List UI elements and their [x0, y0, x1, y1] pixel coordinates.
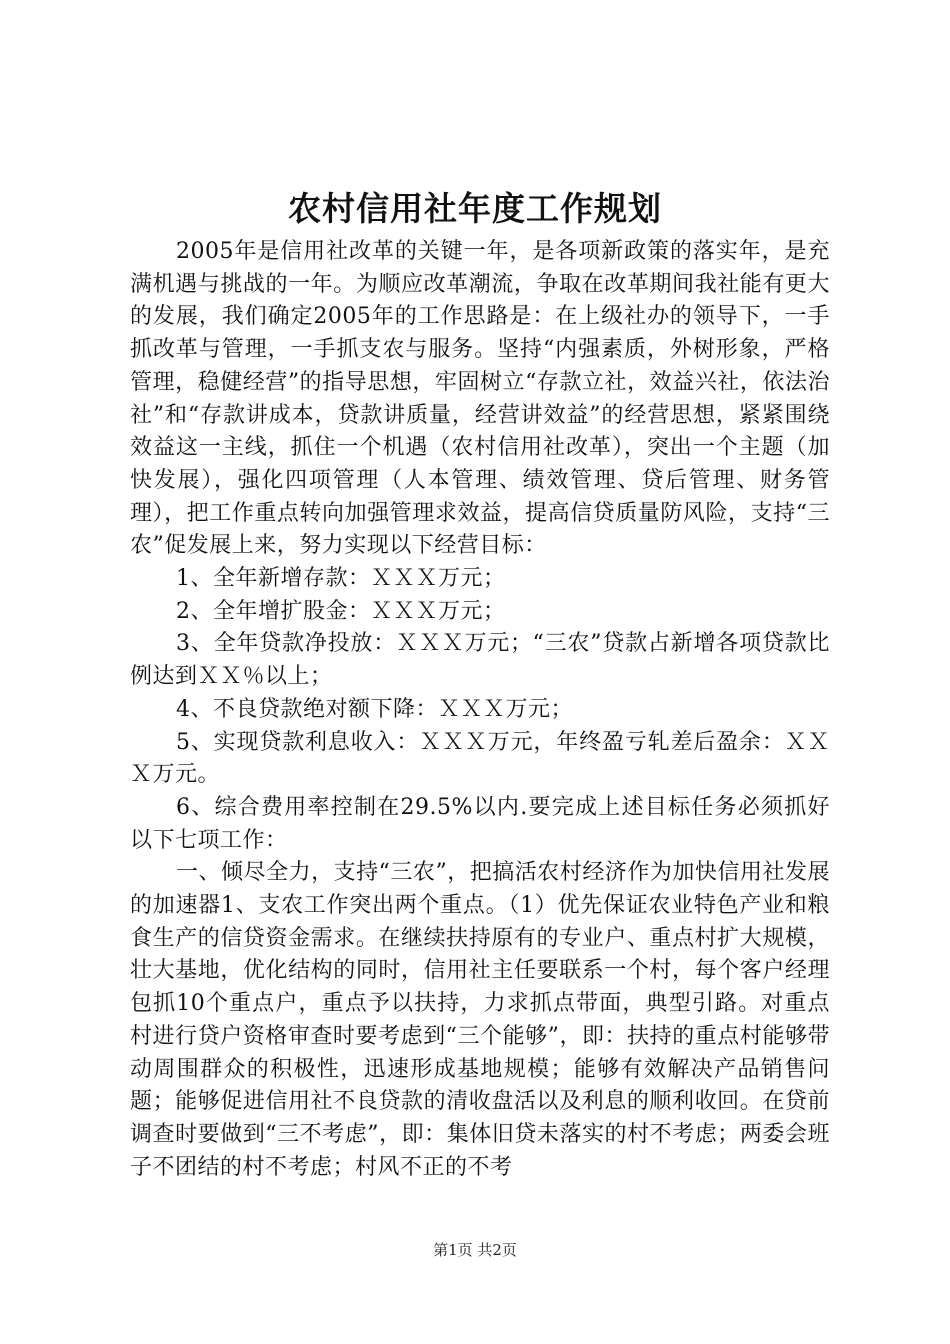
document-body	[130, 236, 830, 1184]
page-footer: 第1页 共2页	[433, 1241, 517, 1259]
goal-item-5: 5、实现贷款利息收入：ＸＸＸ万元，年终盈亏轧差后盈余：ＸＸＸ万元。	[130, 729, 830, 788]
goal-item-1: 1、全年新增存款：ＸＸＸ万元；	[176, 566, 506, 592]
document-title: 农村信用社年度工作规划	[288, 189, 662, 228]
goal-item-6: 6、综合费用率控制在29.5%以内.要完成上述目标任务必须抓好以下七项工作：	[130, 794, 830, 853]
section-one-paragraph: 一、倾尽全力，支持“三农”，把搞活农村经济作为加快信用社发展的加速器1、支农工作突出两个重点。（1）优先保证农业特色产业和粮食生产的信贷资金需求。在继续扶持原有的专业户、重点村扩大规模，壮大基地，优化结构的同时，信用社主任要联系一个村，每个客户经理包抓10个重点户，重点予以扶持，力求抓点带面，典型引路。对重点村进行贷户资格审查时要考虑到“三个能够”，即：扶持的重点村能够带动周围群众的积极性，迅速形成基地规模；能够有效解决产品销售问题；能够促进信用社不良贷款的清收盘活以及利息的顺利收回。在贷前调查时要做到“三不考虑”，即：集体旧贷未落实的村不考虑；两委会班子不团结的村不考虑；村风不正的不考	[130, 860, 830, 1180]
goal-item-2: 2、全年增扩股金：ＸＸＸ万元；	[176, 598, 506, 624]
paragraph-intro: 2005年是信用社改革的关键一年，是各项新政策的落实年，是充满机遇与挑战的一年。为顺应改革潮流，争取在改革期间我社能有更大的发展，我们确定2005年的工作思路是：在上级社办的领导下，一手抓改革与管理，一手抓支农与服务。坚持“内强素质，外树形象，严格管理，稳健经营”的指导思想，牢固树立“存款立社，效益兴社，依法治社”和“存款讲成本，贷款讲质量，经营讲效益”的经营思想，紧紧围绕效益这一主线，抓住一个机遇（农村信用社改革），突出一个主题（加快发展），强化四项管理（人本管理、绩效管理、贷后管理、财务管理），把工作重点转向加强管理求效益，提高信贷质量防风险，支持“三农”促发展上来，努力实现以下经营目标：	[130, 239, 830, 559]
goal-item-3: 3、全年贷款净投放：ＸＸＸ万元；“三农”贷款占新增各项贷款比例达到ＸＸ％以上；	[130, 631, 830, 690]
goal-item-4: 4、不良贷款绝对额下降：ＸＸＸ万元；	[176, 696, 573, 722]
